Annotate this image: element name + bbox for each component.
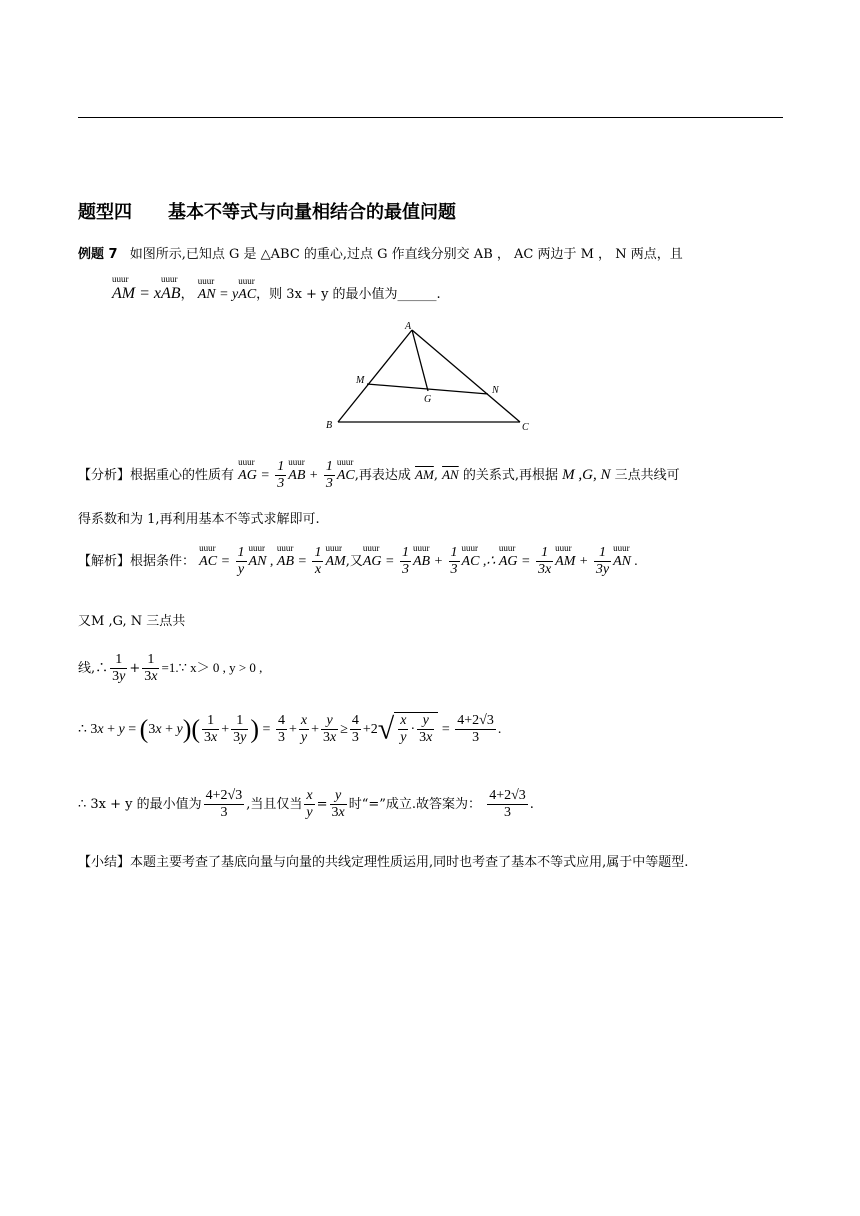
- median-ag: [412, 330, 428, 391]
- section-title: 题型四 基本不等式与向量相结合的最值问题: [78, 202, 456, 223]
- summary-line: [78, 851, 688, 870]
- label-m: M: [356, 375, 365, 386]
- solution-formula-1: uuur AC = $\frac{1}{y}$ uuur AN , uuur AB = $\frac{1}{x}$ uuur AM: [199, 542, 346, 578]
- analysis-text-a: 根据重心的性质有: [130, 467, 235, 483]
- triangle-figure: [320, 318, 540, 436]
- vector-equation-am: uuur AM = x uuur AB: [112, 274, 181, 302]
- label-c: C: [522, 422, 529, 433]
- answer-prefix: ∴ 3x + y 的最小值为: [78, 797, 202, 813]
- label-b: B: [326, 420, 333, 431]
- side-ac: [412, 330, 520, 422]
- side-ab: [338, 330, 412, 422]
- analysis-line-2: 得系数和为 1,再利用基本不等式求解即可.: [78, 512, 320, 527]
- summary-text: 本题主要考查了基底向量与向量的共线定理性质运用,同时也考查了基本不等式应用,属于中等题型.: [130, 855, 689, 870]
- analysis-text-d: 三点共线可: [614, 467, 680, 483]
- solution-tag: 【解析】: [78, 553, 131, 569]
- solution-answer: ∴ 3x + y 的最小值为 $\frac{4+2√3}{3}$ ,当且仅当 $\frac{x}{y}$ = $\frac{y}{3x}$ 时“=”成立.故答案为： $\frac{4+2√3}{3}$ .: [78, 788, 534, 821]
- solution-line-2: 又M ,G, N 三点共: [78, 614, 186, 629]
- solution-line-3: 线,∴ $\frac{1}{3y}$ + $\frac{1}{3x}$ =1.∵ x＞ 0 , y > 0 ,: [78, 652, 263, 685]
- answer-tail: 时“=”成立.故答案为：: [348, 797, 482, 813]
- vector-equation-an: uuur AN = y uuur AC: [197, 276, 257, 302]
- label-g: G: [424, 394, 432, 405]
- example-question: ，则 3x + y 的最小值为______.: [256, 287, 441, 302]
- analysis-formula: uuur AG = $\frac{1}{3}$ uuur AB + $\frac{1}{3}$ uuur AC: [238, 456, 355, 492]
- summary-tag: 【小结】: [78, 855, 131, 870]
- answer-value: $\frac{4+2√3}{3}$: [489, 788, 526, 821]
- analysis-text-c: 的关系式,再根据: [462, 467, 558, 483]
- points-mgn: M ,G, N: [562, 466, 611, 483]
- label-a: A: [405, 321, 412, 332]
- example-line-2: uuur AM = x uuur AB， uuur AN = y uuur AC，则 3x + y 的最小值为______.: [112, 274, 441, 302]
- solution-line3-mid: =1.∵ x＞ 0 , y > 0 ,: [161, 660, 263, 676]
- example-label: 例题 7: [78, 247, 118, 262]
- solution-text-a: 根据条件：: [130, 553, 196, 569]
- solution-line3-prefix: 线,∴: [78, 661, 109, 677]
- label-n: N: [492, 385, 499, 396]
- header-rule: [78, 117, 783, 118]
- line-mn: [367, 384, 488, 394]
- vector-am-overline: $\overline{AM}$: [415, 466, 434, 482]
- analysis-text-b: ,再表达成: [354, 467, 411, 483]
- example-line-1: [78, 243, 683, 262]
- solution-formula-2: uuur AG = $\frac{1}{3}$ uuur AB + $\frac{1}{3}$ uuur AC ,∴ uuur AG = $\frac{1}{3x}$ uuur AM + $\frac{1}{3y}$ uuur AN .: [362, 542, 638, 578]
- solution-line-1: [78, 542, 638, 578]
- solution-text-b: ,又: [345, 553, 363, 569]
- analysis-tag: 【分析】: [78, 467, 131, 483]
- analysis-line-1: 【分析】根据重心的性质有 uuur AG = $\frac{1}{3}$ uuur AB + $\frac{1}{3}$ uuur AC,再表达成 $\overline{AM}$, $\overline{AN}$ 的关系式,再根据 M ,G, N 三点共线可: [78, 456, 680, 492]
- vector-an-overline: $\overline{AN}$: [442, 466, 459, 482]
- solution-inequality: ∴ 3x + y = (3x + y)( $\frac{1}{3x}$ + $\frac{1}{3y}$ ) = $\frac{4}{3}$ + $\frac{x}{y}$ + $\frac{y}{3x}$ ≥ $\frac{4}{3}$ +2√ $\frac{x}{y}$ · $\frac{y}{3x}$ = $\frac{4+2√3}{3}$ .: [78, 712, 502, 746]
- answer-mid: ,当且仅当: [246, 797, 303, 813]
- example-text: 如图所示,已知点 G 是 △ABC 的重心,过点 G 作直线分别交 AB ， AC 两边于 M ， N 两点，且: [129, 247, 683, 262]
